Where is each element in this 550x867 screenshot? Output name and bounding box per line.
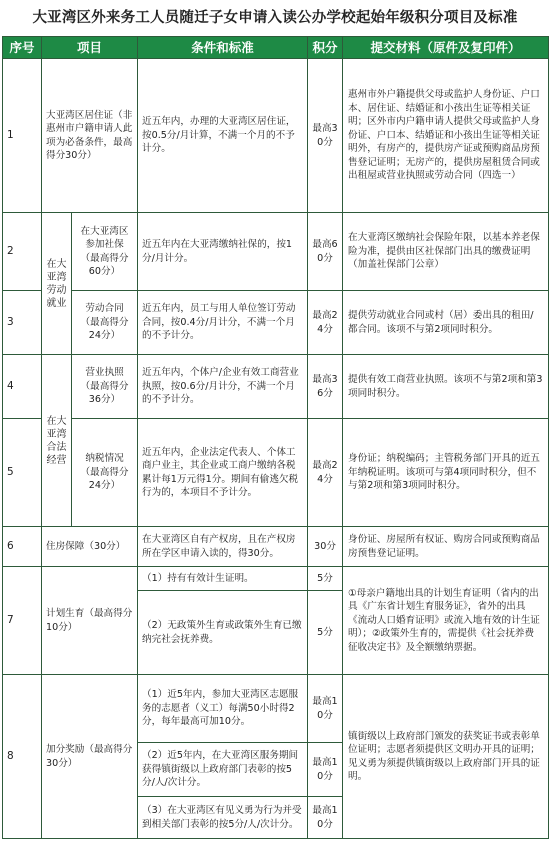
materials: 提供有效工商营业执照。该项不与第2项和第3项同时积分。 — [343, 355, 549, 419]
sub-item: 营业执照（最高得分36分） — [72, 355, 138, 419]
materials: 提供劳动就业合同或村（居）委出具的租田/都合同。该项不与第2项同时积分。 — [343, 291, 549, 355]
row-number: 2 — [3, 213, 42, 291]
category-business: 在大亚湾合法经营 — [42, 355, 72, 527]
score: 最高10分 — [308, 743, 343, 797]
table-row — [3, 355, 549, 419]
condition: （2）近5年内，在大亚湾区服务期间获得镇街级以上政府部门表彰的按5分/人/次计分。 — [138, 743, 308, 797]
condition: 近五年内在大亚湾缴纳社保的，按1分/月计分。 — [138, 213, 308, 291]
header-materials: 提交材料（原件及复印件） — [343, 37, 549, 59]
category-employment: 在大亚湾劳动就业 — [42, 213, 72, 355]
materials: 身份证、房屋所有权证、购房合同或预购商品房预售登记证明。 — [343, 527, 549, 567]
item-name: 计划生育（最高得分10分） — [42, 567, 138, 675]
materials: 身份证；纳税编码；主管税务部门开具的近五年纳税证明。该项可与第4项同时积分，但不与第2项和第3项同时积分。 — [343, 419, 549, 527]
score: 最高24分 — [308, 291, 343, 355]
row-number: 8 — [3, 675, 42, 839]
page-title: 大亚湾区外来务工人员随迁子女申请入读公办学校起始年级积分项目及标准 — [32, 10, 518, 26]
condition: 近五年内，办理的大亚湾区居住证，按0.5分/月计算，不满一个月的不予计分。 — [138, 59, 308, 213]
condition: （3）在大亚湾区有见义勇为行为并受到相关部门表彰的按5分/人/次计分。 — [138, 797, 308, 839]
table-row — [3, 527, 549, 567]
header-no: 序号 — [3, 37, 42, 59]
table-row — [3, 675, 549, 743]
condition: 近五年内，个体户/企业有效工商营业执照，按0.6分/月计分，不满一个月的不予计分。 — [138, 355, 308, 419]
table-header-row — [3, 37, 549, 59]
table-row — [3, 291, 549, 355]
condition: 近五年内，企业法定代表人、个体工商户业主，其企业或工商户缴纳各税累计每1万元得1分。期间有偷逃欠税行为的，本项目不予计分。 — [138, 419, 308, 527]
row-number: 3 — [3, 291, 42, 355]
score: 最高36分 — [308, 355, 343, 419]
sub-item: 劳动合同（最高得分24分） — [72, 291, 138, 355]
row-number: 5 — [3, 419, 42, 527]
row-number: 4 — [3, 355, 42, 419]
table-row — [3, 567, 549, 591]
table-row — [3, 59, 549, 213]
row-number: 7 — [3, 567, 42, 675]
header-condition: 条件和标准 — [138, 37, 308, 59]
sub-item: 在大亚湾区参加社保（最高得分60分） — [72, 213, 138, 291]
table-row — [3, 419, 549, 527]
condition: （2）无政策外生育或政策外生育已缴纳完社会抚养费。 — [138, 591, 308, 675]
materials: 镇街级以上政府部门颁发的获奖证书或表彰单位证明；志愿者须提供区文明办开具的证明；见义勇为须提供镇街级以上政府部门开具的证明。 — [343, 675, 549, 839]
score: 最高10分 — [308, 675, 343, 743]
condition: 在大亚湾区自有产权房，且在产权房所在学区申请入读的，得30分。 — [138, 527, 308, 567]
materials: 在大亚湾区缴纳社会保险年限，以基本养老保险为准，提供由区社保部门出具的缴费证明（加盖社保部门公章） — [343, 213, 549, 291]
condition: 近五年内，员工与用人单位签订劳动合同，按0.4分/月计分，不满一个月的不予计分。 — [138, 291, 308, 355]
score: 最高24分 — [308, 419, 343, 527]
sub-item: 纳税情况（最高得分24分） — [72, 419, 138, 527]
points-table — [2, 36, 549, 839]
condition: （1）持有有效计生证明。 — [138, 567, 308, 591]
condition: （1）近5年内，参加大亚湾区志愿服务的志愿者（义工）每满50小时得2分，每年最高可加10分。 — [138, 675, 308, 743]
row-number: 1 — [3, 59, 42, 213]
table-row — [3, 213, 549, 291]
score: 5分 — [308, 591, 343, 675]
header-score: 积分 — [308, 37, 343, 59]
score: 30分 — [308, 527, 343, 567]
score: 最高30分 — [308, 59, 343, 213]
materials: 惠州市外户籍提供父母或监护人身份证、户口本、居住证、结婚证和小孩出生证等相关证明；区外市内户籍申请人提供父母或监护人身份证、户口本、结婚证和小孩出生证等相关证明外，有房产的，提供房产证或预购商品房预售登记证明；无房产的，提供房屋租赁合同或出租屋或营业执照或劳动合同（四选一） — [343, 59, 549, 213]
row-number: 6 — [3, 527, 42, 567]
item-name: 住房保障（30分） — [42, 527, 138, 567]
item-name: 加分奖励（最高得分30分） — [42, 675, 138, 839]
item-name: 大亚湾区居住证（非惠州市户籍申请人此项为必备条件，最高得分30分） — [42, 59, 138, 213]
materials: ①母亲户籍地出具的计划生育证明（省内的出具《广东省计划生育服务证》，省外的出具《流动人口婚育证明》或流入地有效的计生证明）；②政策外生育的，需提供《社会抚养费征收决定书》及全额缴纳票据。 — [343, 567, 549, 675]
score: 5分 — [308, 567, 343, 591]
header-item: 项目 — [42, 37, 138, 59]
score: 最高60分 — [308, 213, 343, 291]
score: 最高10分 — [308, 797, 343, 839]
